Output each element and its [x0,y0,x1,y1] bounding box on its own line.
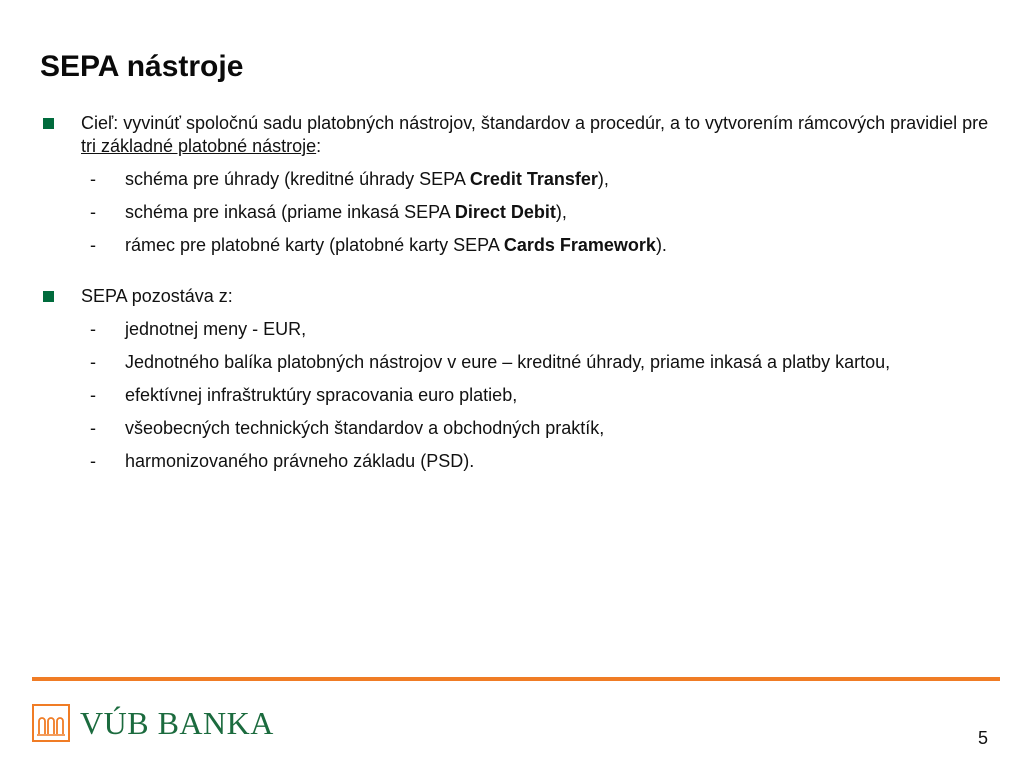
sub-item: - Jednotného balíka platobných nástrojov v eure – kreditné úhrady, priame inkasá a platby kartou, [90,352,891,372]
footer-divider [32,677,1000,681]
dash-bullet: - [90,169,96,189]
sub-item: - jednotnej meny - EUR, [90,319,307,339]
bullet-sepa-consists-text: SEPA pozostáva z: [81,286,233,306]
sub-item: - všeobecných technických štandardov a obchodných praktík, [90,418,605,438]
sub-item: - rámec pre platobné karty (platobné karty SEPA Cards Framework). [90,235,667,255]
bullet-goal-text: Cieľ: vyvinúť spoločnú sadu platobných nástrojov, štandardov a procedúr, a to vytvorením rámcových pravidiel pre tri základné platobné nástroje: [81,113,989,156]
square-bullet-icon [43,291,54,302]
bold-term: Cards Framework [503,235,656,255]
sub-item: - harmonizovaného právneho základu (PSD). [90,451,475,471]
bullet-goal [40,112,1000,257]
dash-bullet: - [90,352,96,372]
dash-bullet: - [90,451,96,471]
slide-content [40,112,1000,473]
bold-term: Credit Transfer [469,169,598,189]
underlined-term: tri základné platobné nástroje [81,136,317,156]
sub-item: - schéma pre úhrady (kreditné úhrady SEPA Credit Transfer), [90,169,609,189]
bullet-sepa-consists [40,285,1000,473]
page-number: 5 [977,728,988,748]
dash-bullet: - [90,202,96,222]
bold-term: Direct Debit [454,202,556,222]
sub-item: - efektívnej infraštruktúry spracovania euro platieb, [90,385,518,405]
dash-bullet: - [90,418,96,438]
dash-bullet: - [90,385,96,405]
logo-wordmark: VÚB BANKA [80,705,274,741]
slide-title: SEPA nástroje [40,50,244,83]
sub-item: - schéma pre inkasá (priame inkasá SEPA Direct Debit), [90,202,567,222]
dash-bullet: - [90,319,96,339]
vub-arches-logo-icon [32,704,70,742]
dash-bullet: - [90,235,96,255]
square-bullet-icon [43,118,54,129]
